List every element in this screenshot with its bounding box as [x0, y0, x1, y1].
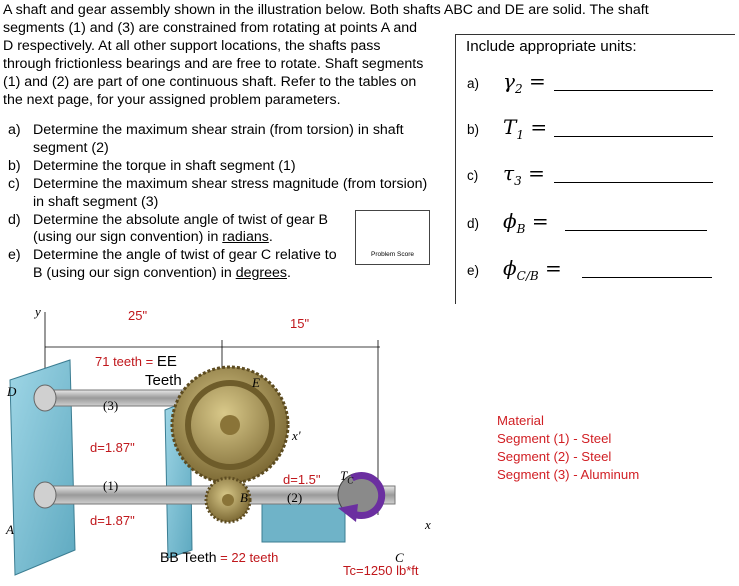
- intro-line: A shaft and gear assembly shown in the illustration below. Both shafts ABC and DE are solid. The shaft: [3, 2, 649, 18]
- shaft-end-a: [34, 482, 56, 508]
- task-text: .: [286, 265, 291, 282]
- problem-score-label: Problem Score: [371, 251, 414, 258]
- diameter-upper: d=1.87": [90, 440, 135, 455]
- equals-sign: =: [528, 69, 546, 93]
- segment-2: (2): [287, 490, 303, 505]
- segment-3: (3): [103, 398, 119, 413]
- answer-blank[interactable]: [565, 230, 707, 231]
- symbol-sub: B: [516, 222, 526, 236]
- answer-row-c: [467, 162, 717, 190]
- task-letter: e): [8, 247, 21, 264]
- answer-blank[interactable]: [554, 136, 713, 137]
- material-list: [497, 412, 639, 484]
- illustration-svg: [0, 300, 455, 581]
- symbol-phi: ϕ: [503, 256, 517, 280]
- task-text: B (using our sign convention) in: [33, 265, 236, 282]
- equals-sign: =: [528, 161, 545, 185]
- task-item: [4, 176, 454, 212]
- label-a: A: [6, 522, 14, 537]
- answer-row-e: [467, 257, 717, 285]
- axis-x-prime: x': [292, 428, 301, 443]
- teeth-ee: EE: [156, 353, 177, 370]
- dim-25: 25": [128, 308, 148, 323]
- answer-letter: b): [467, 122, 480, 137]
- intro-line: segments (1) and (3) are constrained from rotating at points A and: [3, 19, 418, 36]
- answer-blank[interactable]: [582, 277, 712, 278]
- task-item: [4, 122, 454, 158]
- symbol-sub: 1: [516, 128, 524, 142]
- equals-sign: =: [531, 209, 549, 233]
- task-line: in shaft segment (3): [33, 193, 159, 210]
- bearing-block: [262, 500, 345, 542]
- task-line: Determine the maximum shear strain (from torsion) in shaft: [33, 122, 404, 138]
- diameter-lower: d=1.87": [90, 513, 135, 528]
- intro-line: through frictionless bearings and are free to rotate. Shaft segments: [3, 55, 424, 72]
- teeth-label: [95, 353, 177, 370]
- answer-row-d: [467, 210, 717, 238]
- material-row: Segment (1) - Steel: [497, 431, 612, 446]
- torque-value: Tc=1250 lb*ft: [343, 563, 419, 578]
- tc-label: [340, 468, 353, 486]
- bb-teeth-label: [160, 549, 278, 565]
- symbol-sub: 3: [514, 174, 522, 188]
- task-line: segment (2): [33, 139, 109, 156]
- gear-e-hub: [220, 415, 240, 435]
- answer-symbol: [503, 69, 546, 96]
- segment-1: (1): [103, 478, 119, 493]
- answer-symbol: [503, 256, 562, 283]
- bb-teeth-count: = 22 teeth: [216, 550, 279, 565]
- answer-symbol: [503, 209, 549, 236]
- symbol-gamma: γ: [503, 69, 515, 93]
- intro-line: (1) and (2) are part of one continuous shaft. Refer to the tables on: [3, 73, 417, 90]
- symbol-phi: ϕ: [503, 209, 517, 233]
- label-c: C: [395, 550, 404, 565]
- unit-degrees: degrees: [235, 265, 287, 282]
- task-letter: c): [8, 175, 20, 192]
- material-row: Segment (3) - Aluminum: [497, 467, 640, 482]
- task-text: (using our sign convention) in: [33, 229, 223, 246]
- task-line: Determine the maximum shear stress magnitude (from torsion): [33, 175, 428, 192]
- label-b: B: [240, 490, 248, 505]
- material-row: Segment (2) - Steel: [497, 449, 612, 464]
- answer-letter: d): [467, 216, 480, 231]
- equals-sign: =: [530, 115, 548, 139]
- symbol-sub: 2: [514, 82, 523, 96]
- task-text: .: [268, 229, 273, 246]
- answer-blank[interactable]: [554, 90, 713, 91]
- symbol-t: T: [503, 115, 517, 139]
- unit-radians: radians: [222, 229, 269, 246]
- answer-symbol: [503, 115, 547, 142]
- task-item: [4, 158, 454, 176]
- diameter-seg2: d=1.5": [283, 472, 321, 487]
- intro-line: D respectively. At all other support locations, the shafts pass: [3, 37, 381, 54]
- symbol-tau: τ: [503, 161, 515, 185]
- task-letter: a): [8, 122, 21, 138]
- tc-symbol: T: [340, 468, 348, 483]
- symbol-sub: C/B: [516, 269, 539, 283]
- task-letter: d): [8, 211, 21, 228]
- answer-symbol: [503, 161, 545, 188]
- axis-y: y: [35, 304, 41, 319]
- bb-teeth: BB Teeth: [160, 549, 217, 565]
- answer-row-b: [467, 116, 717, 144]
- tc-sub: C: [347, 475, 354, 486]
- answer-row-a: [467, 70, 717, 98]
- answer-letter: e): [467, 263, 480, 278]
- task-letter: b): [8, 157, 21, 174]
- equals-sign: =: [545, 256, 562, 280]
- answer-letter: a): [467, 76, 480, 91]
- task-line: Determine the absolute angle of twist of gear B: [33, 211, 328, 228]
- dim-15: 15": [290, 316, 310, 331]
- answers-title: Include appropriate units:: [466, 38, 637, 55]
- label-d: D: [7, 384, 17, 399]
- intro-line: the next page, for your assigned problem parameters.: [3, 91, 341, 108]
- shaft-end-d: [34, 385, 56, 411]
- shaft-gear-illustration: [0, 300, 455, 581]
- task-line: Determine the angle of twist of gear C relative to: [33, 247, 337, 264]
- answer-letter: c): [467, 168, 479, 183]
- label-e: E: [252, 375, 260, 390]
- material-title: Material: [497, 413, 544, 428]
- teeth-word: Teeth: [145, 372, 182, 389]
- task-line: Determine the torque in shaft segment (1): [33, 157, 296, 174]
- answer-blank[interactable]: [554, 182, 713, 183]
- task-line: [33, 265, 454, 283]
- axis-x: x: [425, 517, 431, 532]
- teeth-count: 71 teeth =: [95, 354, 157, 369]
- gear-b-hub: [222, 494, 234, 506]
